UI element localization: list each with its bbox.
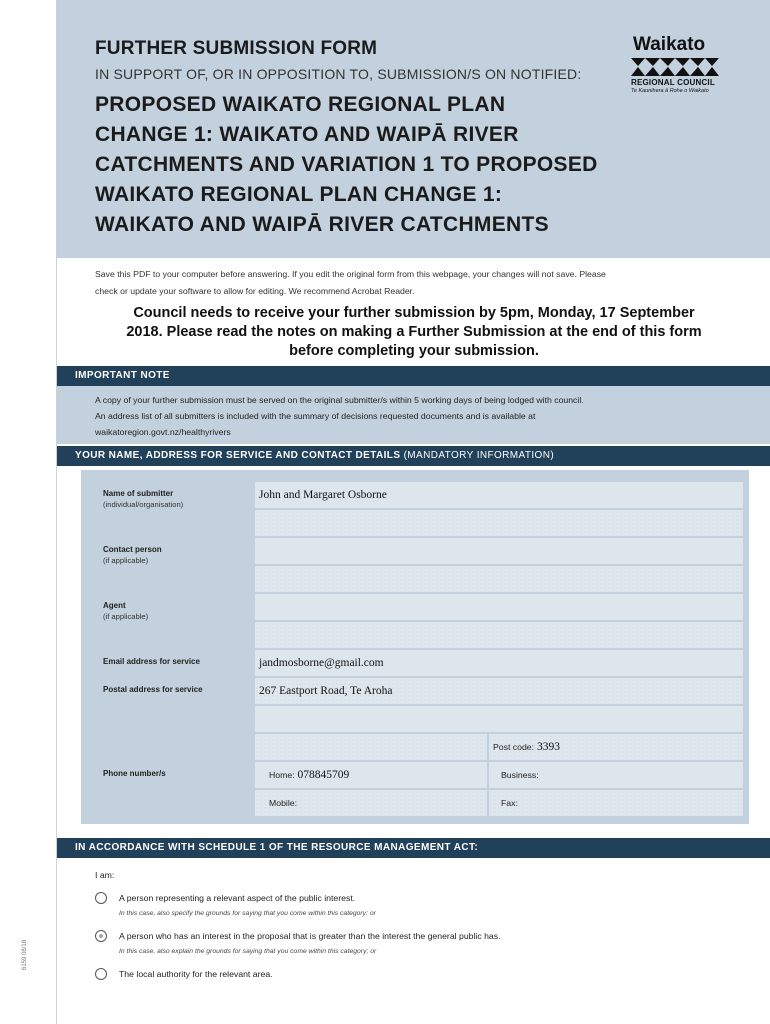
plan-title-line: CHANGE 1: WAIKATO AND WAIPĀ RIVER: [95, 123, 519, 146]
option-label: A person who has an interest in the proposal that is greater than the interest the general public has.: [119, 931, 501, 941]
note-line: A copy of your further submission must be served on the original submitter/s within 5 working days of being lodged with council.: [95, 395, 584, 405]
submitter-name-field[interactable]: John and Margaret Osborne: [255, 482, 743, 508]
intro-text: [95, 266, 735, 300]
form-header: [57, 0, 770, 258]
option-label: The local authority for the relevant area.: [119, 969, 273, 979]
logo-wave-icon: [631, 58, 719, 76]
home-phone-value: 078845709: [297, 769, 350, 781]
note-line: An address list of all submitters is included with the summary of decisions requested documents and is available at: [95, 411, 536, 421]
submitter-name-field-line2[interactable]: [255, 510, 743, 536]
agent-field-line2[interactable]: [255, 622, 743, 648]
deadline-line: before completing your submission.: [289, 343, 539, 359]
waikato-logo: [629, 34, 749, 96]
important-note-heading: IMPORTANT NOTE: [57, 366, 770, 386]
intro-line: check or update your software to allow for editing. We recommend Acrobat Reader.: [95, 286, 415, 296]
agent-label: [81, 594, 251, 648]
postcode-field[interactable]: [489, 734, 743, 760]
postal-address-field[interactable]: 267 Eastport Road, Te Aroha: [255, 678, 743, 704]
important-note-box: [57, 386, 770, 444]
form-subtitle: IN SUPPORT OF, OR IN OPPOSITION TO, SUBMISSION/S ON NOTIFIED:: [95, 66, 582, 82]
home-phone-field[interactable]: [255, 762, 487, 788]
contact-person-field[interactable]: [255, 538, 743, 564]
agent-field[interactable]: [255, 594, 743, 620]
label-subtext: (individual/organisation): [103, 500, 184, 509]
email-field[interactable]: jandmosborne@gmail.com: [255, 650, 743, 676]
logo-tagline: Te Kaunihera ā Rohe o Waikato: [631, 88, 709, 94]
plan-title: [95, 90, 615, 240]
email-label: Email address for service: [81, 650, 251, 676]
postcode-label: Post code:: [493, 742, 535, 752]
fax-field[interactable]: [489, 790, 743, 816]
plan-title-line: CATCHMENTS AND VARIATION 1 TO PROPOSED: [95, 153, 598, 176]
deadline-line: 2018. Please read the notes on making a Further Submission at the end of this form: [126, 324, 702, 340]
form-page: [56, 0, 770, 1024]
option-note: In this case, also explain the grounds for saying that you come within this category; or: [119, 948, 377, 955]
postal-address-label: Postal address for service: [81, 678, 251, 760]
contact-person-field-line2[interactable]: [255, 566, 743, 592]
option-note: In this case, also specify the grounds for saying that you come within this category; or: [119, 910, 376, 917]
postal-address-field-line3[interactable]: [255, 734, 487, 760]
postal-address-field-line2[interactable]: [255, 706, 743, 732]
phone-label: Phone number/s: [81, 762, 251, 816]
i-am-label: I am:: [95, 870, 115, 880]
form-title: FURTHER SUBMISSION FORM: [95, 38, 378, 59]
business-phone-field[interactable]: [489, 762, 743, 788]
option-label: A person representing a relevant aspect of the public interest.: [119, 893, 356, 903]
details-heading: [57, 446, 770, 466]
label-subtext: (if applicable): [103, 556, 149, 565]
deadline-notice: [81, 304, 747, 361]
details-heading-text: YOUR NAME, ADDRESS FOR SERVICE AND CONTACT DETAILS: [75, 450, 401, 461]
deadline-line: Council needs to receive your further submission by 5pm, Monday, 17 September: [133, 305, 695, 321]
contact-details-section: [81, 470, 749, 824]
public-interest-radio[interactable]: [95, 892, 107, 904]
accordance-heading: IN ACCORDANCE WITH SCHEDULE 1 OF THE RESOURCE MANAGEMENT ACT:: [57, 838, 770, 858]
plan-title-line: WAIKATO AND WAIPĀ RIVER CATCHMENTS: [95, 213, 549, 236]
greater-interest-radio[interactable]: [95, 930, 107, 942]
label-text: Name of submitter: [103, 489, 174, 498]
mobile-phone-label: Mobile:: [269, 798, 298, 808]
postcode-value: 3393: [536, 741, 560, 753]
details-heading-note: (MANDATORY INFORMATION): [403, 450, 555, 461]
note-link[interactable]: waikatoregion.govt.nz/healthyrivers: [95, 427, 231, 437]
label-text: Agent: [103, 601, 126, 610]
plan-title-line: WAIKATO REGIONAL PLAN CHANGE 1:: [95, 183, 503, 206]
contact-person-label: [81, 538, 251, 592]
document-code: 6159 08/18: [22, 939, 28, 970]
plan-title-line: PROPOSED WAIKATO REGIONAL PLAN: [95, 93, 506, 116]
label-subtext: (if applicable): [103, 612, 149, 621]
logo-wordmark: Waikato: [633, 34, 706, 55]
label-text: Contact person: [103, 545, 162, 554]
business-phone-label: Business:: [501, 770, 539, 780]
mobile-phone-field[interactable]: [255, 790, 487, 816]
submitter-name-label: [81, 482, 251, 536]
local-authority-radio[interactable]: [95, 968, 107, 980]
important-note-text: [95, 392, 745, 440]
home-phone-label: Home:: [269, 770, 295, 780]
intro-line: Save this PDF to your computer before answering. If you edit the original form from this webpage, your changes will not save. Please: [95, 269, 606, 279]
fax-label: Fax:: [501, 798, 518, 808]
logo-council-name: REGIONAL COUNCIL: [631, 78, 715, 87]
